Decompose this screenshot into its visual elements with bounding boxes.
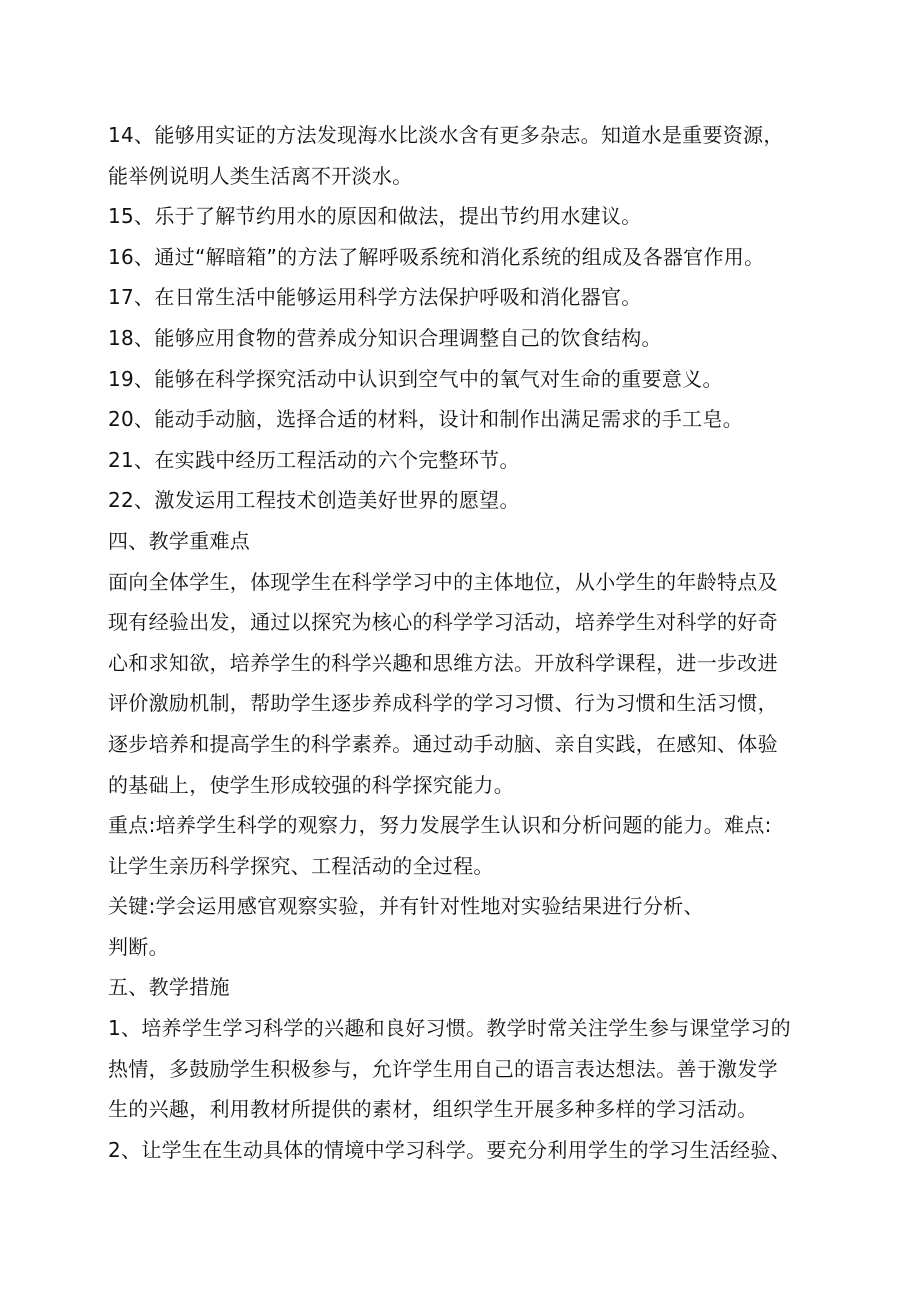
paragraph-line: 心和求知欲，培养学生的科学兴趣和思维方法。开放科学课程，进一步改进: [108, 650, 778, 675]
paragraph-line: 面向全体学生，体现学生在科学学习中的主体地位，从小学生的年龄特点及: [108, 569, 778, 594]
paragraph-line: 评价激励机制，帮助学生逐步养成科学的学习习惯、行为习惯和生活习惯，: [108, 691, 778, 716]
key-line: 关键:学会运用感官观察实验，并有针对性地对实验结果进行分析、: [108, 894, 704, 919]
paragraph-line: 逐步培养和提高学生的科学素养。通过动手动脑、亲自实践，在感知、体验: [108, 731, 778, 756]
key-point-line: 重点:培养学生科学的观察力，努力发展学生认识和分析问题的能力。难点:: [108, 813, 772, 838]
text-line-objective-16: 16、通过“解暗箱”的方法了解呼吸系统和消化系统的组成及各器官作用。: [108, 244, 765, 269]
text-line-objective-22: 22、激发运用工程技术创造美好世界的愿望。: [108, 488, 520, 513]
text-line-objective-21: 21、在实践中经历工程活动的六个完整环节。: [108, 447, 520, 472]
measure-line-2: 2、让学生在生动具体的情境中学习科学。要充分利用学生的学习生活经验、: [108, 1137, 791, 1162]
text-line-objective-19: 19、能够在科学探究活动中认识到空气中的氧气对生命的重要意义。: [108, 366, 723, 391]
document-body: [108, 115, 848, 1170]
text-line-objective-20: 20、能动手动脑，选择合适的材料，设计和制作出满足需求的手工皂。: [108, 407, 744, 432]
section-heading-measures: 五、教学措施: [108, 975, 230, 1000]
text-line-objective-15: 15、乐于了解节约用水的原因和做法，提出节约用水建议。: [108, 204, 642, 229]
key-line-cont: 判断。: [108, 934, 169, 959]
paragraph-line: 的基础上，使学生形成较强的科学探究能力。: [108, 772, 514, 797]
measure-line-1-cont: 热情，多鼓励学生积极参与，允许学生用自己的语言表达想法。善于激发学: [108, 1056, 778, 1081]
paragraph-line: 现有经验出发，通过以探究为核心的科学学习活动，培养学生对科学的好奇: [108, 610, 778, 635]
measure-line-1-cont: 生的兴趣，利用教材所提供的素材，组织学生开展多种多样的学习活动。: [108, 1097, 758, 1122]
text-line-objective-18: 18、能够应用食物的营养成分知识合理调整自己的饮食结构。: [108, 325, 662, 350]
difficulty-line: 让学生亲历科学探究、工程活动的全过程。: [108, 853, 494, 878]
text-line-objective-17: 17、在日常生活中能够运用科学方法保护呼吸和消化器官。: [108, 285, 642, 310]
text-line-objective-14: 14、能够用实证的方法发现海水比淡水含有更多杂志。知道水是重要资源，: [108, 123, 784, 147]
measure-line-1: 1、培养学生学习科学的兴趣和良好习惯。教学时常关注学生参与课堂学习的: [108, 1016, 791, 1041]
text-line-objective-14-cont: 能举例说明人类生活离不开淡水。: [108, 163, 413, 188]
section-heading-key-points: 四、教学重难点: [108, 528, 251, 553]
